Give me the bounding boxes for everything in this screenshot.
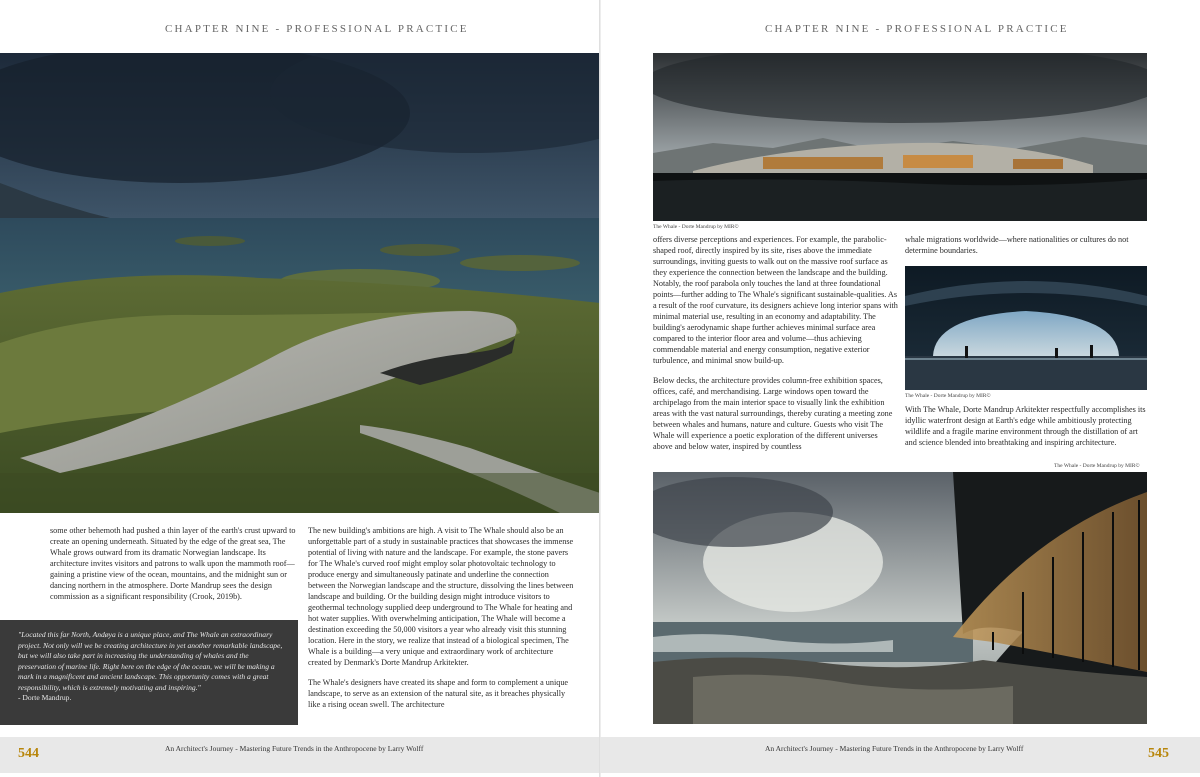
caption-bottom-photo: The Whale - Dorte Mandrup by MIR© [1054,463,1140,469]
right-page-number: 545 [1148,746,1169,761]
right-running-footer: An Architect's Journey - Mastering Future Trends in the Anthropocene by Larry Wolff [765,744,1024,753]
right-col2-paragraph-1: whale migrations worldwide—where nationalities or cultures do not determine boundaries. [905,235,1129,255]
left-col1-paragraph: some other behemoth had pushed a thin layer of the earth's crust upward to create an opening underneath. Situated by the edge of the great sea, The Whale grows outward from its dramatic Norwegian landscape. Its architecture invites visitors and patrons to walk upon the mammoth roof—gaining a pristine view of the ocean, mountains, and the midnight sun or dancing northern in the atmosphere. Dorte Mandrup sees the design commission as a significant responsibility (Crook, 2019b). [50,526,296,601]
right-col2-paragraph-2: With The Whale, Dorte Mandrup Arkitekter respectfully accomplishes its idyllic waterfront design at Earth's edge while ambitiously protecting wildlife and a fragile marine environment through the distillation of art and science blended into breathtaking and inspiring architecture. [905,405,1146,447]
whale-coastline-photo [653,472,1147,724]
left-chapter-header: CHAPTER NINE - PROFESSIONAL PRACTICE [165,23,469,35]
left-running-footer: An Architect's Journey - Mastering Future Trends in the Anthropocene by Larry Wolff [165,744,424,753]
whale-aerial-photo [0,53,600,513]
left-body-column-2 [308,525,576,719]
right-chapter-header: CHAPTER NINE - PROFESSIONAL PRACTICE [765,23,1069,35]
right-col1-paragraph-1: offers diverse perceptions and experiences. For example, the parabolic-shaped roof, directly inspired by its site, rises above the immediate surroundings, inviting guests to walk out on the massive roof surface as they experience the connection between the landscape and the building. Notably, the roof parabola only touches the land at three foundational points—further adding to The Whale's significant sustainable-qualities. As a result of the roof curvature, its designers achieve long interior spans with minimal material use, resulting in an economy and adaptability. The building's aerodynamic shape further achieves minimal surface area compared to the interior floor area and volume—thus achieving commendable material and energy consumption, negative exterior turbulence, and minimal snow build-up. [653,235,898,365]
right-body-column-2-top [905,234,1147,265]
right-footer-band [600,737,1200,773]
whale-exterior-photo [653,53,1147,221]
left-col2-paragraph-1: The new building's ambitions are high. A visit to The Whale should also be an unforgettable part of a study in sustainable practices that showcases the immense potential of living with nature and the landscape. For example, the stone pavers for The Whale's curved roof might employ solar photovoltaic technology to produce energy and simultaneously patinate and underline the connection between the Norwegian landscape and the structure, dissolving the lines between landscape and building. Or the building design might introduce visitors to geothermal technology supplied deep underground to The Whale for heating and hot water supplies. With overwhelming anticipation, The Whale will become a destination exceeding the 50,000 visitors a year who already visit this stunning location. Here in the story, we realize that instead of a biological specimen, The Whale is a building—a very unique and extraordinary work of architecture created by Denmark's Dorte Mandrup Arkitekter. [308,526,574,667]
right-body-column-1 [653,234,898,461]
caption-top-photo: The Whale - Dorte Mandrup by MIR© [653,224,739,230]
left-footer-band [0,737,600,773]
pull-quote-text: "Located this far North, Andøya is a unique place, and The Whale an extraordinary project. Not only will we be creating architecture in yet another remarkable landscape, but we will also take part in increasing the understanding of whales and the preservation of marine life. Right here on the edge of the ocean, we will be making a mark in a magnificent and ancient landscape. This opportunity comes with a great responsibility, which is extremely motivating and inspiring." [18,630,283,692]
whale-interior-photo [905,266,1147,390]
right-body-column-2-bottom [905,404,1147,457]
right-col1-paragraph-2: Below decks, the architecture provides column-free exhibition spaces, offices, café, and merchandising. Large windows open toward the archipelago from the main interior space to visually link the exhibition areas with the vast natural surroundings, thereby curating a meeting zone between whales and humans, nature and culture. Guests who visit The Whale will experience a poetic exploration of the different universes above and below water, inspired by countless [653,376,893,451]
left-body-column-1 [50,525,298,611]
caption-interior-photo: The Whale - Dorte Mandrup by MIR© [905,393,991,399]
right-page [600,0,1200,777]
left-page-number: 544 [18,746,39,761]
left-col2-paragraph-2: The Whale's designers have created its shape and form to complement a unique landscape, to serve as an extension of the natural site, as it breaches physically like a rising ocean swell. The architecture [308,678,569,709]
pull-quote-attribution: - Dorte Mandrup. [18,693,72,702]
pull-quote [0,620,298,725]
